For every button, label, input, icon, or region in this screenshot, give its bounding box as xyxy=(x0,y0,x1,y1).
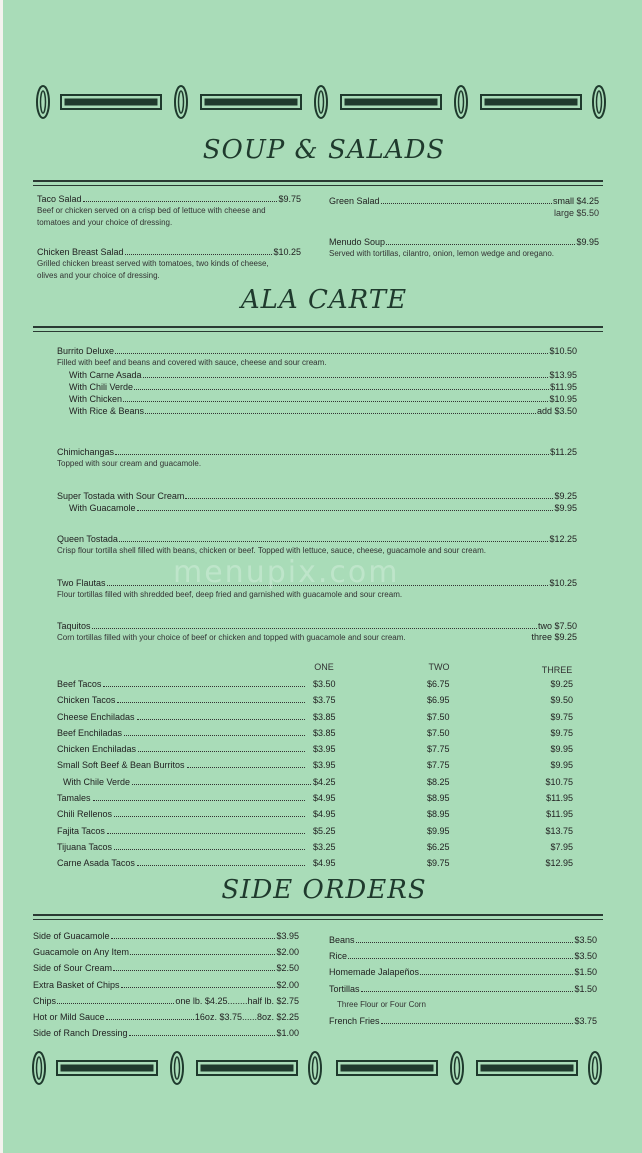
menu-item-two-flautas: Two Flautas $10.25 Flour tortillas filled with shredded beef, deep fried and garnished with guacamole and sour cream. xyxy=(57,578,577,599)
price-three: $9.95 xyxy=(550,760,573,771)
price-one: $4.95 xyxy=(313,793,336,804)
price-three: $11.95 xyxy=(546,793,573,804)
side-orders-right xyxy=(329,932,597,1029)
side-item: Extra Basket of Chips $2.00 xyxy=(33,979,299,990)
price-two: $9.75 xyxy=(427,858,450,869)
price-two: $8.95 xyxy=(427,809,450,820)
price-two: $8.95 xyxy=(427,793,450,804)
table-row xyxy=(57,741,577,757)
price-one: $4.95 xyxy=(313,809,336,820)
price-two: $7.50 xyxy=(427,711,450,722)
table-item-name: Chicken Tacos xyxy=(57,695,116,706)
menu-item-burrito-deluxe: Burrito Deluxe $10.50 Filled with beef and beans and covered with sauce, cheese and sour cream. With Carne Asada $13.95 With Chili Verde $11.95 With Chicken $10.95 With Rice & Beans add $3.50 xyxy=(57,346,577,416)
price-three: $12.95 xyxy=(545,858,573,869)
table-item-name: Small Soft Beef & Bean Burritos xyxy=(57,760,185,771)
table-item-name: Tamales xyxy=(57,793,91,804)
price-one: $3.25 xyxy=(313,841,336,852)
price-one: $5.25 xyxy=(313,825,336,836)
menu-item-taquitos: Taquitos two $7.50 Corn tortillas filled with your choice of beef or chicken and topped with guacamole and sour cream. three $9.25 xyxy=(57,621,577,642)
table-item-name: Carne Asada Tacos xyxy=(57,858,135,869)
table-row xyxy=(57,839,577,855)
price-one: $3.50 xyxy=(313,679,336,689)
side-item: Side of Guacamole $3.95 xyxy=(33,931,299,941)
price-one: $3.85 xyxy=(313,711,336,722)
column-header-two: TWO xyxy=(428,662,450,672)
table-row xyxy=(57,855,577,871)
price-two: $6.25 xyxy=(427,841,450,852)
table-item-name: Cheese Enchiladas xyxy=(57,711,135,722)
menu-item-taco-salad: Taco Salad $9.75 Beef or chicken served on a crisp bed of lettuce with cheese and tomatoes and your choice of dressing. xyxy=(37,194,301,227)
side-item: French Fries $3.75 xyxy=(329,1015,597,1026)
price-one: $3.75 xyxy=(313,695,336,706)
ala-carte-heading: ALA CARTE xyxy=(240,285,408,315)
price-two: $6.95 xyxy=(427,695,450,706)
price-table xyxy=(57,676,577,872)
table-row xyxy=(57,806,577,822)
menu-item-queen-tostada: Queen Tostada $12.25 Crisp flour tortilla shell filled with beans, chicken or beef. Topped with lettuce, sauce, cheese, guacamole and sour cream. xyxy=(57,534,577,555)
section-rule xyxy=(33,326,603,328)
price-one: $3.85 xyxy=(313,727,336,738)
menu-item-super-tostada: Super Tostada with Sour Cream $9.25 With Guacamole $9.95 xyxy=(57,491,577,513)
table-item-name: Fajita Tacos xyxy=(57,825,105,836)
section-rule xyxy=(33,331,603,332)
price-two: $7.75 xyxy=(427,744,450,755)
price-three: $10.75 xyxy=(545,776,573,787)
table-row xyxy=(57,823,577,839)
burrito-option: With Chicken $10.95 xyxy=(69,394,577,404)
soup-salads-heading: SOUP & SALADS xyxy=(202,135,446,165)
table-item-name: Tijuana Tacos xyxy=(57,841,113,852)
column-header-one: ONE xyxy=(314,662,334,672)
column-header-three: THREE xyxy=(541,665,573,675)
side-item: Tortillas $1.50 xyxy=(329,983,597,994)
tortilla-note: Three Flour or Four Corn xyxy=(337,999,426,1009)
table-row xyxy=(57,709,577,725)
decorative-border-top xyxy=(31,82,611,122)
table-item-name: Beef Enchiladas xyxy=(57,727,123,738)
watermark: menupix.com xyxy=(173,555,400,590)
price-three: $11.95 xyxy=(546,809,573,820)
price-three: $9.75 xyxy=(550,711,573,722)
price-two: $8.25 xyxy=(427,776,450,787)
menu-item-green-salad: Green Salad small $4.25 large $5.50 xyxy=(329,196,599,218)
price-three: $13.75 xyxy=(545,825,573,836)
burrito-option: With Carne Asada $13.95 xyxy=(69,370,577,380)
burrito-option: With Chili Verde $11.95 xyxy=(69,382,577,392)
table-item-name: Chili Rellenos xyxy=(57,809,113,820)
section-rule xyxy=(33,185,603,186)
price-three: $9.75 xyxy=(550,727,573,738)
side-item: Rice $3.50 xyxy=(329,951,597,962)
price-two: $7.50 xyxy=(427,727,450,738)
table-row xyxy=(57,774,577,790)
section-rule xyxy=(33,919,603,920)
menu-item-chimichangas: Chimichangas $11.25 Topped with sour cream and guacamole. xyxy=(57,447,577,468)
table-row xyxy=(57,757,577,773)
side-item: Chips one lb. $4.25........half lb. $2.75 xyxy=(33,995,299,1006)
side-item: Side of Ranch Dressing $1.00 xyxy=(33,1028,299,1039)
price-two: $6.75 xyxy=(427,679,450,689)
table-item-name: With Chile Verde xyxy=(63,776,131,787)
menu-item-chicken-breast-salad: Chicken Breast Salad $10.25 Grilled chicken breast served with tomatoes, two kinds of cheese, olives and your choice of dressing. xyxy=(37,247,301,280)
menu-item-menudo-soup: Menudo Soup $9.95 Served with tortillas, cilantro, onion, lemon wedge and oregano. xyxy=(329,237,599,258)
side-item: Homemade Jalapeños $1.50 xyxy=(329,967,597,978)
side-item: Hot or Mild Sauce 16oz. $3.75......8oz. $2.25 xyxy=(33,1012,299,1023)
table-row xyxy=(57,676,577,692)
section-rule xyxy=(33,914,603,916)
table-row xyxy=(57,725,577,741)
side-orders-heading: SIDE ORDERS xyxy=(221,875,427,905)
price-one: $4.95 xyxy=(313,858,336,869)
table-row xyxy=(57,790,577,806)
burrito-option: With Rice & Beans add $3.50 xyxy=(69,406,577,416)
table-row xyxy=(57,692,577,708)
price-one: $3.95 xyxy=(313,760,336,771)
price-two: $9.95 xyxy=(427,825,450,836)
price-three: $7.95 xyxy=(550,841,573,852)
price-three: $9.25 xyxy=(550,679,573,689)
decorative-border-bottom xyxy=(31,1048,611,1088)
side-item: Side of Sour Cream $2.50 xyxy=(33,963,299,974)
price-two: $7.75 xyxy=(427,760,450,771)
price-three: $9.95 xyxy=(550,744,573,755)
side-orders-left xyxy=(33,928,299,1041)
side-item: Beans $3.50 xyxy=(329,935,597,945)
side-item: Guacamole on Any Item $2.00 xyxy=(33,947,299,958)
table-item-name: Chicken Enchiladas xyxy=(57,744,137,755)
price-three: $9.50 xyxy=(550,695,573,706)
price-one: $4.25 xyxy=(313,776,336,787)
price-one: $3.95 xyxy=(313,744,336,755)
section-rule xyxy=(33,180,603,182)
table-item-name: Beef Tacos xyxy=(57,679,102,689)
